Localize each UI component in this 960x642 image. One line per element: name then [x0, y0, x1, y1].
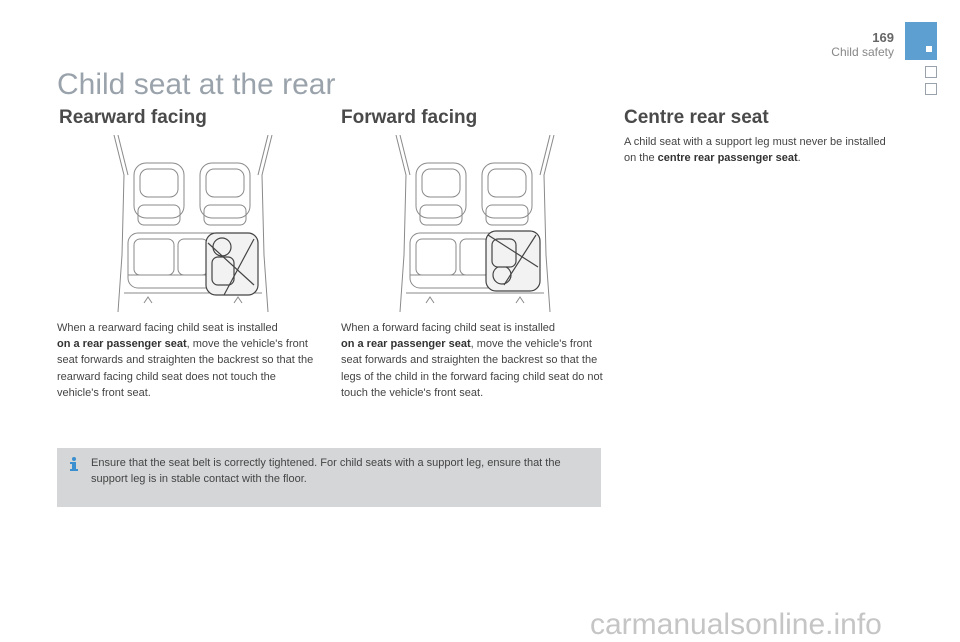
centre-text [624, 134, 886, 166]
watermark: carmanualsonline.info [590, 608, 882, 641]
centre-text-1: A child seat with a support leg must never be installed on the [624, 136, 886, 165]
forward-text-bold: on a rear passenger seat [341, 338, 471, 351]
centre-text-bold: centre rear passenger seat [657, 152, 798, 165]
tab-marker [926, 46, 932, 52]
note-text: Ensure that the seat belt is correctly tightened. For child seats with a support leg, ensure that the support leg is in stable contact with the floor. [91, 457, 561, 485]
rearward-text-2: , move the vehicle's front seat forwards and straighten the backrest so that the rearward facing child seat does not touch the vehicle's front seat. [57, 338, 314, 399]
centre-heading: Centre rear seat [624, 107, 769, 128]
rearward-heading: Rearward facing [59, 107, 207, 128]
info-icon [67, 456, 81, 472]
tab-box-1 [925, 66, 937, 78]
section-name: Child safety [831, 45, 894, 59]
rearward-text-1: When a rearward facing child seat is installed [57, 322, 278, 334]
rearward-seat-illustration [104, 135, 282, 312]
page-title: Child seat at the rear [57, 68, 336, 101]
forward-text-1: When a forward facing child seat is installed [341, 322, 555, 334]
page-number: 169 [872, 30, 894, 45]
centre-text-2: . [797, 152, 801, 165]
rearward-text-bold: on a rear passenger seat [57, 338, 187, 351]
rearward-text [57, 320, 319, 401]
chapter-tab [905, 22, 937, 60]
forward-heading: Forward facing [341, 107, 478, 128]
tab-box-2 [925, 83, 937, 95]
forward-text [341, 320, 604, 401]
forward-text-2: , move the vehicle's front seat forwards and straighten the backrest so that the legs of the child in the forward facing child seat do not touch the vehicle's front seat. [341, 338, 603, 399]
forward-seat-illustration [386, 135, 564, 312]
